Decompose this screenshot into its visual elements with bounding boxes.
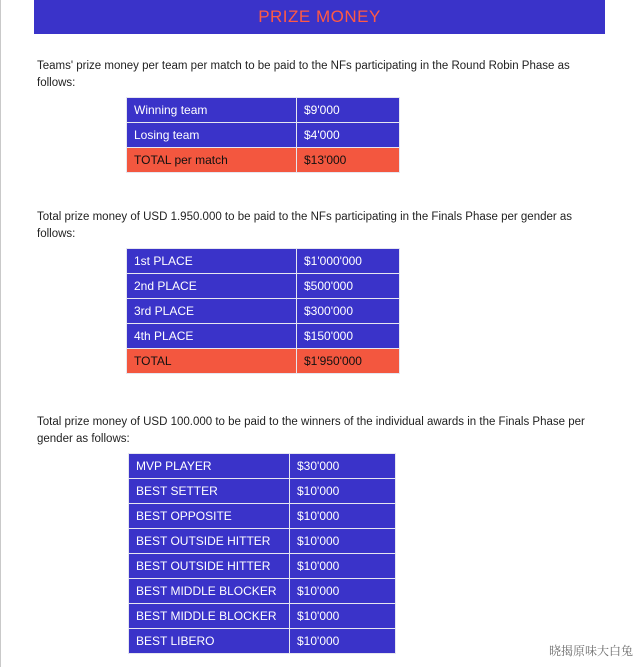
- row-amount: $10'000: [290, 479, 396, 504]
- watermark: 晓揭原味大白兔: [548, 644, 633, 658]
- table-row: [129, 529, 396, 554]
- row-amount: $500'000: [297, 274, 400, 299]
- row-label: BEST MIDDLE BLOCKER: [129, 579, 290, 604]
- row-label: BEST SETTER: [129, 479, 290, 504]
- row-label: BEST OUTSIDE HITTER: [129, 529, 290, 554]
- row-label: BEST MIDDLE BLOCKER: [129, 604, 290, 629]
- row-label: 2nd PLACE: [127, 274, 297, 299]
- row-amount: $30'000: [290, 454, 396, 479]
- row-label: 4th PLACE: [127, 324, 297, 349]
- finals-intro: Total prize money of USD 1.950.000 to be paid to the NFs participating in the Finals Phase per gender as follows:: [37, 211, 573, 240]
- row-label: Winning team: [127, 98, 297, 123]
- table-row: [129, 579, 396, 604]
- table-row: [129, 479, 396, 504]
- row-amount: $10'000: [290, 629, 396, 654]
- total-label: TOTAL: [127, 349, 297, 374]
- row-amount: $10'000: [290, 554, 396, 579]
- table-row: [129, 504, 396, 529]
- page-edge-rule: [0, 0, 1, 667]
- row-amount: $10'000: [290, 604, 396, 629]
- finals-prize-table: [126, 248, 400, 374]
- row-label: 3rd PLACE: [127, 299, 297, 324]
- table-row: [127, 123, 400, 148]
- row-amount: $10'000: [290, 504, 396, 529]
- row-amount: $4'000: [297, 123, 400, 148]
- table-row: [127, 98, 400, 123]
- row-label: BEST OUTSIDE HITTER: [129, 554, 290, 579]
- row-label: 1st PLACE: [127, 249, 297, 274]
- table-row: [129, 454, 396, 479]
- awards-prize-table: [128, 453, 396, 654]
- table-row: [129, 629, 396, 654]
- total-amount: $13'000: [297, 148, 400, 173]
- total-label: TOTAL per match: [127, 148, 297, 173]
- title-banner: [34, 0, 605, 34]
- row-amount: $10'000: [290, 529, 396, 554]
- row-amount: $10'000: [290, 579, 396, 604]
- row-amount: $1'000'000: [297, 249, 400, 274]
- row-amount: $150'000: [297, 324, 400, 349]
- table-row: [127, 299, 400, 324]
- row-amount: $300'000: [297, 299, 400, 324]
- table-row: [129, 604, 396, 629]
- table-row: [129, 554, 396, 579]
- awards-intro: Total prize money of USD 100.000 to be paid to the winners of the individual awards in the Finals Phase per gender as follows:: [37, 416, 585, 445]
- total-amount: $1'950'000: [297, 349, 400, 374]
- total-row: [127, 148, 400, 173]
- row-label: Losing team: [127, 123, 297, 148]
- round-robin-prize-table: [126, 97, 400, 173]
- table-row: [127, 249, 400, 274]
- total-row: [127, 349, 400, 374]
- round-robin-intro: Teams' prize money per team per match to be paid to the NFs participating in the Round Robin Phase as follows:: [37, 60, 570, 89]
- row-amount: $9'000: [297, 98, 400, 123]
- row-label: BEST LIBERO: [129, 629, 290, 654]
- table-row: [127, 274, 400, 299]
- row-label: MVP PLAYER: [129, 454, 290, 479]
- page-title: PRIZE MONEY: [258, 7, 381, 26]
- row-label: BEST OPPOSITE: [129, 504, 290, 529]
- table-row: [127, 324, 400, 349]
